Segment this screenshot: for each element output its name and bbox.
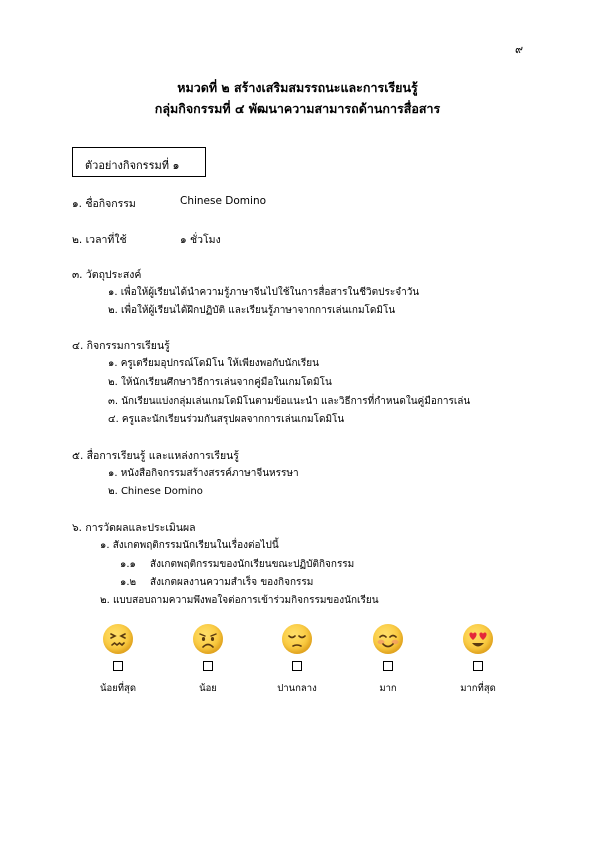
example-activity-label: ตัวอย่างกิจกรรมที่ ๑ [85, 159, 180, 172]
activity-step: ๑. ครูเตรียมอุปกรณ์โดมิโน ให้เพียงพอกับนักเรียน [108, 358, 320, 369]
smiling-face-icon [373, 624, 403, 654]
evaluation-sub-number: ๑.๑ [120, 559, 136, 570]
disappointed-face-icon [193, 624, 223, 654]
duration-label: ๒. เวลาที่ใช้ [72, 234, 127, 246]
pensive-face-icon [282, 624, 312, 654]
chapter-title: หมวดที่ ๒ สร้างเสริมสมรรถนะและการเรียนรู้ [177, 80, 418, 95]
rating-checkbox-moderate[interactable] [292, 661, 302, 671]
rating-label-highest: มากที่สุด [460, 683, 496, 694]
example-activity-box [72, 147, 206, 177]
heart-eyes-face-icon [463, 624, 493, 654]
learning-media-heading: ๕. สื่อการเรียนรู้ และแหล่งการเรียนรู้ [72, 450, 239, 462]
rating-label-moderate: ปานกลาง [277, 683, 317, 694]
evaluation-heading: ๖. การวัดผลและประเมินผล [72, 522, 196, 534]
confounded-face-icon [103, 624, 133, 654]
duration-value: ๑ ชั่วโมง [180, 234, 221, 246]
evaluation-item: ๒. แบบสอบถามความพึงพอใจต่อการเข้าร่วมกิจกรรมของนักเรียน [100, 595, 379, 606]
rating-checkbox-low[interactable] [203, 661, 213, 671]
activity-group-title: กลุ่มกิจกรรมที่ ๔ พัฒนาความสามารถด้านการสื่อสาร [154, 101, 441, 116]
objective-item: ๑. เพื่อให้ผู้เรียนได้นำความรู้ภาษาจีนไปใช้ในการสื่อสารในชีวิตประจำวัน [108, 287, 420, 298]
evaluation-sub-item: สังเกตผลงานความสำเร็จ ของกิจกรรม [150, 577, 314, 588]
activity-name-value: Chinese Domino [180, 195, 267, 207]
learning-media-item: ๒. Chinese Domino [108, 486, 203, 497]
learning-media-item: ๑. หนังสือกิจกรรมสร้างสรรค์ภาษาจีนหรรษา [108, 468, 299, 479]
activity-step: ๓. นักเรียนแบ่งกลุ่มเล่นเกมโดมิโนตามข้อแนะนำ และวิธีการที่กำหนดในคู่มือการเล่น [108, 396, 471, 407]
objectives-heading: ๓. วัตถุประสงค์ [72, 269, 142, 281]
evaluation-sub-number: ๑.๒ [120, 577, 137, 588]
activity-step: ๒. ให้นักเรียนศึกษาวิธีการเล่นจากคู่มือในเกมโดมิโน [108, 377, 332, 388]
learning-activities-heading: ๔. กิจกรรมการเรียนรู้ [72, 340, 170, 352]
evaluation-sub-item: สังเกตพฤติกรรมของนักเรียนขณะปฏิบัติกิจกรรม [150, 559, 355, 570]
activity-step: ๔. ครูและนักเรียนร่วมกันสรุปผลจากการเล่นเกมโดมิโน [108, 414, 345, 425]
page-number: ๙ [514, 43, 523, 56]
activity-name-label: ๑. ชื่อกิจกรรม [72, 198, 136, 210]
rating-label-high: มาก [379, 683, 397, 694]
rating-label-low: น้อย [199, 683, 217, 694]
rating-label-least: น้อยที่สุด [100, 683, 136, 694]
rating-checkbox-high[interactable] [383, 661, 393, 671]
rating-checkbox-least[interactable] [113, 661, 123, 671]
rating-checkbox-highest[interactable] [473, 661, 483, 671]
objective-item: ๒. เพื่อให้ผู้เรียนได้ฝึกปฏิบัติ และเรียนรู้ภาษาจากการเล่นเกมโดมิโน [108, 305, 396, 316]
evaluation-item: ๑. สังเกตพฤติกรรมนักเรียนในเรื่องต่อไปนี้ [100, 540, 279, 551]
